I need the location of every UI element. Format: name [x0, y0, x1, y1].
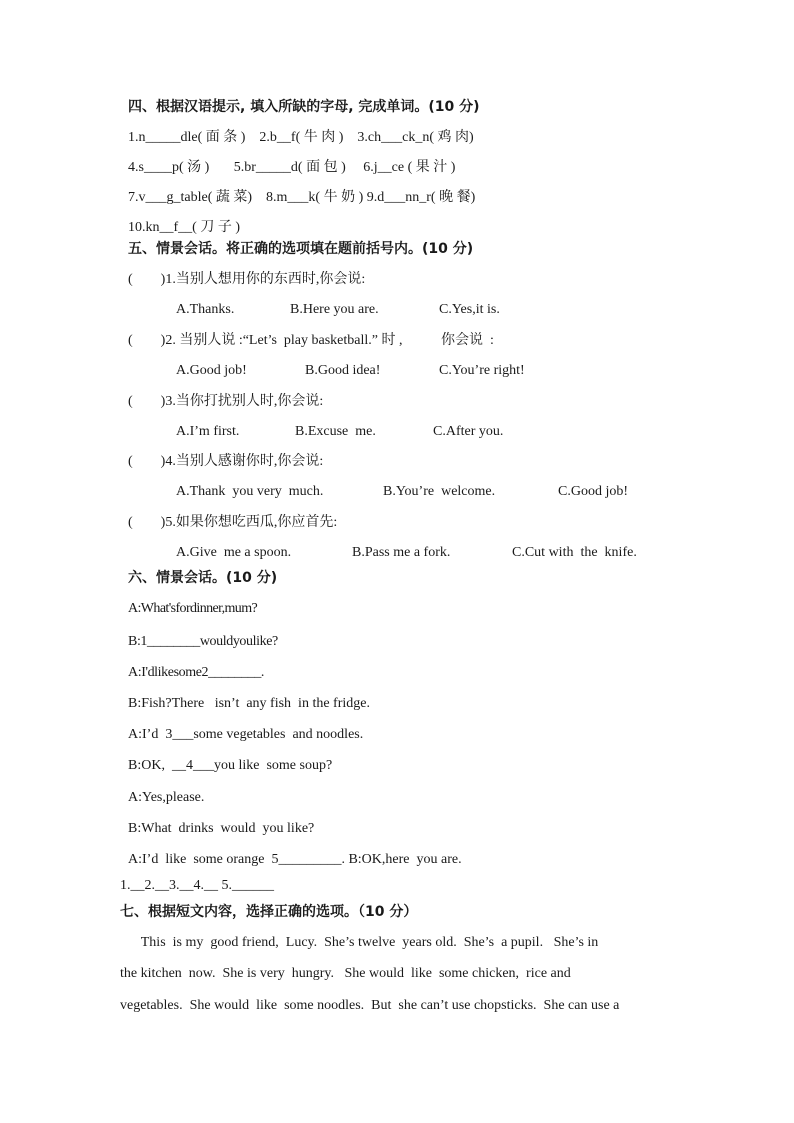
- option-5-b: B.Pass me a fork.: [352, 545, 451, 560]
- option-2-a: A.Good job!: [176, 363, 247, 378]
- option-4-c: C.Good job!: [558, 484, 628, 499]
- dialogue-line: A:I’d like some orange 5_________. B:OK,here you are.: [128, 852, 462, 867]
- dialogue-line: B:OK, __4___you like some soup?: [128, 758, 333, 773]
- passage-line: This is my good friend, Lucy. She’s twelve years old. She’s a pupil. She’s in: [120, 935, 599, 950]
- dialogue-line: B:What drinks would you like?: [128, 821, 315, 836]
- section-7-title: 七、根据短文内容，选择正确的选项。（10 分）: [120, 904, 418, 920]
- word-row-3: 7.v___g_table( 蔬 菜) 8.m___k( 牛 奶 ) 9.d___nn_r( 晚 餐): [128, 190, 476, 205]
- question-4: ( )4.当别人感谢你时,你会说:: [128, 454, 324, 469]
- dialogue-line: A:What'sfordinner,mum?: [128, 601, 258, 616]
- word-row-1: 1.n_____dle( 面 条 ) 2.b__f( 牛 肉 ) 3.ch___ck_n( 鸡 肉): [128, 130, 474, 145]
- passage-line: vegetables. She would like some noodles. But she can’t use chopsticks. She can use a: [120, 998, 620, 1013]
- question-1: ( )1.当别人想用你的东西时,你会说:: [128, 272, 366, 287]
- word-row-4: 10.kn__f__( 刀 子 ): [128, 220, 240, 235]
- section-5-title: 五、情景会话。将正确的选项填在题前括号内。(10 分): [128, 241, 474, 257]
- option-4-b: B.You’re welcome.: [383, 484, 496, 499]
- option-2-c: C.You’re right!: [439, 363, 525, 378]
- option-2-b: B.Good idea!: [305, 363, 381, 378]
- section-6-title: 六、情景会话。(10 分): [128, 570, 278, 586]
- section-4-title: 四、根据汉语提示, 填入所缺的字母, 完成单词。(10 分): [128, 99, 480, 115]
- option-3-c: C.After you.: [433, 424, 504, 439]
- answer-blanks: 1.__2.__3.__4.__ 5.______: [120, 878, 274, 893]
- dialogue-line: B:Fish?There isn’t any fish in the fridge.: [128, 696, 370, 711]
- option-3-b: B.Excuse me.: [295, 424, 376, 439]
- option-3-a: A.I’m first.: [176, 424, 240, 439]
- word-row-2: 4.s____p( 汤 ) 5.br_____d( 面 包 ) 6.j__ce ( 果 汁 ): [128, 160, 456, 175]
- option-5-c: C.Cut with the knife.: [512, 545, 637, 560]
- option-5-a: A.Give me a spoon.: [176, 545, 292, 560]
- option-1-c: C.Yes,it is.: [439, 302, 500, 317]
- dialogue-line: A:I’d 3___some vegetables and noodles.: [128, 727, 364, 742]
- dialogue-line: B:1________wouldyoulike?: [128, 634, 278, 649]
- dialogue-line: A:Yes,please.: [128, 790, 205, 805]
- dialogue-line: A:I'dlikesome2________.: [128, 665, 265, 680]
- question-3: ( )3.当你打扰别人时,你会说:: [128, 394, 324, 409]
- question-2: ( )2. 当别人说 :“Let’s play basketball.” 时 , 你会说 :: [128, 333, 494, 348]
- option-1-b: B.Here you are.: [290, 302, 379, 317]
- passage-line: the kitchen now. She is very hungry. She would like some chicken, rice and: [120, 966, 571, 981]
- option-1-a: A.Thanks.: [176, 302, 235, 317]
- option-4-a: A.Thank you very much.: [176, 484, 324, 499]
- question-5: ( )5.如果你想吃西瓜,你应首先:: [128, 515, 338, 530]
